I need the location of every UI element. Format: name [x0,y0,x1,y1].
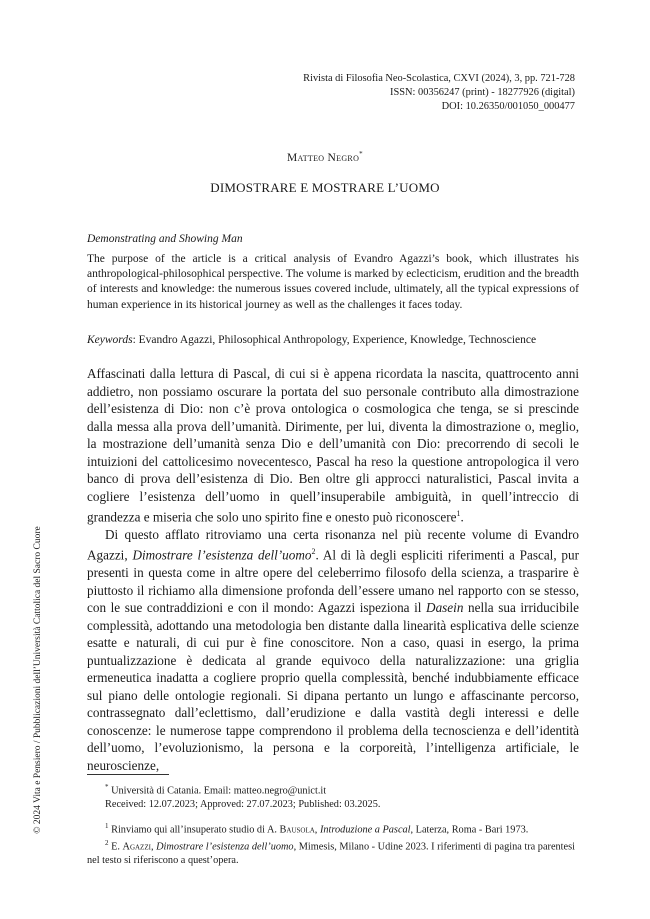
footnote-2-text-b: , Mimesis, Milano - Udine 2023. I riferimenti di pagina tra parentesi nel testo si riferiscono a quest’opera. [87,841,575,866]
keywords-separator: : [132,334,139,346]
footnote-star-mark: * [105,783,109,791]
english-title: Demonstrating and Showing Man [87,233,243,245]
keywords-label: Keywords [87,334,133,346]
paragraph-2-text-b: . Al di là degli espliciti riferimenti a Pascal, pur presenti in questa come in altre opere del celeberrimo filosofo della scienza, a trasparire è piuttosto il richiamo alla dimensione profonda dell’essere umano nel rapporto con se stesso, con le sue contraddizioni e con il mondo: Agazzi ispeziona il [87,547,580,616]
keywords-text: Evandro Agazzi, Philosophical Anthropology, Experience, Knowledge, Technoscience [138,334,537,346]
footnote-2-mark: 2 [105,838,109,847]
article-title: DIMOSTRARE E MOSTRARE L’UOMO [210,180,440,195]
footnote-dates: Received: 12.07.2023; Approved: 27.07.2023; Published: 03.2025. [105,799,381,811]
footnote-ref-2: 2 [311,547,316,557]
footnotes [87,781,579,867]
paragraph-2 [87,526,579,774]
paragraph-1-end: . [460,509,464,525]
copyright-note: © 2024 Vita e Pensiero / Pubblicazioni dell’Università Cattolica del Sacro Cuore [33,526,43,834]
paragraph-1 [87,365,579,526]
footnote-2-author: Agazzi [122,841,151,853]
journal-header [303,72,575,114]
footnote-2 [87,837,579,868]
footnote-1-author: Bausola [279,824,315,836]
footnote-1-mark: 1 [105,821,109,830]
body-text [87,365,579,774]
book-title: Dimostrare l’esistenza dell’uomo [132,547,312,563]
footnote-affiliation: Università di Catania. Email: matteo.negro@unict.it [108,785,327,797]
footnote-1-text-b: , Laterza, Roma - Bari 1973. [410,824,529,836]
footnote-1-book: Introduzione a Pascal [319,824,411,836]
copyright-margin [30,500,46,860]
author-footnote-mark: * [359,150,363,158]
abstract: The purpose of the article is a critical analysis of Evandro Agazzi’s book, which illustrates his anthropological-philosophical perspective. The volume is marked by eclecticism, erudition and the breadth of interests and knowledge: the numerous issues covered include, ultimately, all the typical expressions of human experience in its historical journey as well as the challenges it faces today. [87,253,579,311]
paragraph-2-text-c: nella sua irriducibile complessità, adottando una metodologia ben distante dalla linearità esplicativa delle scienze esatte e naturali, di cui pur è fine conoscitore. Non a caso, quasi in esergo, la prima puntualizzazione è dedicata al grande equivoco della naturalizzazione: una griglia ermeneutica inadatta a cogliere proprio quella complessità, benché indubbiamente efficace sul piano delle ontologie regionali. Si dipana pertanto un lungo e affascinante percorso, contrassegnato dall’eclettismo, dall’erudizione e dalla vastità degli interessi e delle conoscenze: le numerose tappe comprendono il problema della tecnoscienza e dell’identità dell’uomo, l’evoluzionismo, la persona e la corporeità, l’intelligenza artificiale, le neuroscienze, [87,600,579,773]
footnote-1 [87,820,579,837]
author-name: Matteo Negro [287,151,360,164]
footnote-divider [87,774,169,775]
paragraph-2-text-a: Di questo afflato ritroviamo una certa risonanza nel più recente volume di Evandro Agazzi, [87,526,579,563]
keywords [87,334,587,346]
footnote-1-text-a: Rinviamo qui all’insuperato studio di A. [108,824,280,836]
paragraph-1-text: Affascinati dalla lettura di Pascal, di cui si è appena ricordata la nascita, quattrocento anni addietro, non possiamo oscurare la portata del suo personale contributo alla dimostrazione dell’esistenza di Dio: non c’è prova ontologica o cosmologica che tenga, se si prescinde dalla messa alla prova dell’umanità. Dirimente, per lui, diventa la dimostrazione o, meglio, la mostrazione dell’umanità senza Dio e dell’umanità con Dio: precorrendo di secoli le intuizioni del cattolicesimo novecentesco, Pascal ha reso la questione antropologica il vero banco di prova dell’esistenza di Dio. Ben oltre gli approcci naturalistici, Pascal invita a cogliere l’esistenza dell’uomo in quell’insuperabile ambiguità, in quell’intreccio di grandezza e miseria che solo uno spirito fine e onesto può riconoscere [87,366,579,525]
footnote-2-text-a: E. [108,841,123,853]
footnote-1-sep: , [314,824,320,836]
journal-issn: ISSN: 00356247 (print) - 18277926 (digital) [390,87,575,98]
footnote-2-book: Dimostrare l’esistenza dell’uomo [156,841,294,853]
journal-doi: DOI: 10.26350/001050_000477 [441,101,575,112]
footnote-author [87,781,579,798]
dasein-term: Dasein [426,600,464,616]
footnote-ref-1: 1 [456,509,461,518]
author-line [0,150,650,164]
journal-citation: Rivista di Filosofia Neo-Scolastica, CXVI (2024), 3, pp. 721-728 [303,73,575,84]
footnote-2-sep: , [150,841,157,853]
